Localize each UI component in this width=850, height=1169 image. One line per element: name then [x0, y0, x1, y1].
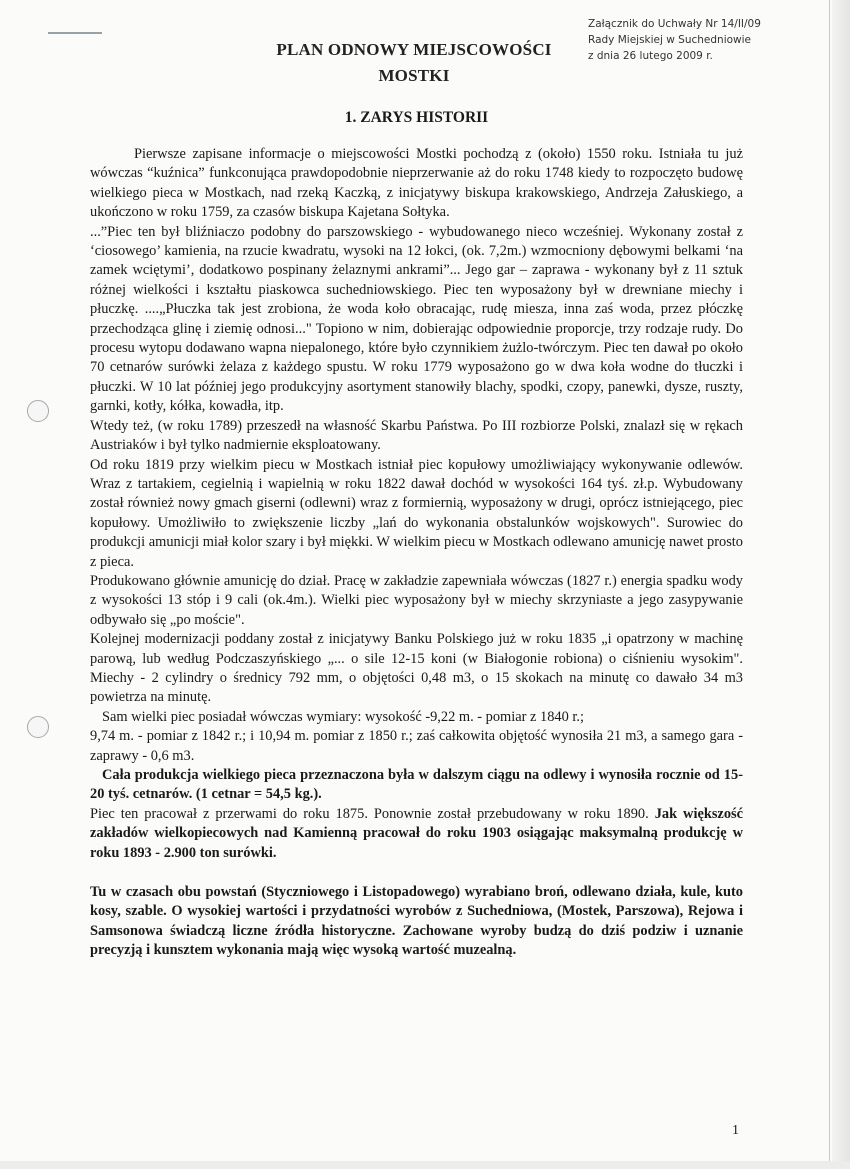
paragraph: Kolejnej modernizacji poddany został z inicjatywy Banku Polskiego już w roku 1835 „i opatrzony w machinę parową, lub według Podczaszyńskiego „... o sile 12-15 koni (w Białogonie robiona) o ciśnieniu wysokim". Miechy - 2 cylindry o średnicy 792 mm, o objętości 0,48 m3, o 15 skokach na minutę co dawało 34 m3 powietrza na minutę. — [90, 631, 743, 706]
scan-artifact-mark — [48, 32, 102, 34]
page-number: 1 — [732, 1123, 739, 1138]
annex-line: z dnia 26 lutego 2009 r. — [588, 50, 713, 62]
title-line: MOSTKI — [378, 66, 450, 85]
paragraph: Tu w czasach obu powstań (Styczniowego i Listopadowego) wyrabiano broń, odlewano działa, kule, kuto kosy, szable. O wysokiej wartości i przydatności wyrobów z Suchedniowa, (Mostek, Parszowa), Rejowa i Samsonowa świadczą liczne źródła historyczne. Zachowane wyroby budzą do dziś podziw i uznanie precyzją i kunsztem wykonania mają więc wysoką wartość muzealną. — [90, 884, 743, 959]
punch-hole-icon — [27, 400, 49, 422]
annex-line: Załącznik do Uchwały Nr 14/II/09 — [588, 18, 761, 30]
section-title: 1. ZARYS HISTORII — [344, 109, 489, 126]
scan-shadow-edge — [832, 0, 850, 1169]
paragraph: 9,74 m. - pomiar z 1842 r.; i 10,94 m. pomiar z 1850 r.; zaś całkowita objętość wynosiła 21 m3, a samego gara - zaprawy - 0,6 m3. — [90, 728, 743, 764]
paragraph: ...”Piec ten był bliźniaczo podobny do parszowskiego - wybudowanego nieco wcześniej. Wykonany został z ‘ciosowego’ kamienia, na rzucie kwadratu, wysoki na 12 łokci, (ok. 7,2m.) wzmocniony dębowymi belkami ‘na zamek wciętymi’, dodatkowo pospinany żelaznymi ankrami”... Jego gar – zaprawa - wykonany był z 11 sztuk różnej wielkości i kształtu piaskowca suchedniowskiego. Piec ten wyposażony był w drewniane miechy i płuczkę. ....„Płuczka tak jest zrobiona, że woda koło obracając, rudę miesza, inna zaś woda, przez płóczkę przechodząca glinę i ziemię odnosi..." Topiono w nim, dobierając odpowiednie proporcje, trzy rodzaje rudy. Do procesu wytopu dodawano wapna niepalonego, które było czynnikiem żużlo-twórczym. Piec ten dawał po około 70 cetnarów surówki żelaza z każdego spustu. W roku 1779 wyposażono go w dwa koła wodne do tłuczki i płuczki. W 10 lat później jego produkcyjny asortyment stanowiły blachy, spodki, czopy, panewki, dysze, ruszty, garnki, kotły, kółka, kowadła, itp. — [90, 223, 743, 415]
punch-hole-icon — [27, 716, 49, 738]
paragraph-normal-text: Piec ten pracował z przerwami do roku 1875. Ponownie został przebudowany w roku 1890. — [90, 805, 655, 822]
title-line: PLAN ODNOWY MIEJSCOWOŚCI — [276, 40, 552, 59]
paragraph: Produkowano głównie amunicję do dział. Pracę w zakładzie zapewniała wówczas (1827 r.) energia spadku wody z wysokości 13 stóp i 9 cali (ok.4m.). Wielki piec wyposażony był w miechy skrzyniaste a jego zasypywanie odbywało się „po moście". — [90, 572, 743, 628]
scan-bottom-edge — [0, 1161, 850, 1169]
paragraph-bold-text: Jak większość zakładów wielkopiecowych nad Kamienną pracował do roku 1903 osiągając maksymalną produkcję w roku 1893 - 2.900 ton surówki. — [90, 805, 743, 861]
paragraph — [90, 805, 743, 863]
annex-note — [588, 16, 828, 64]
paragraph: Sam wielki piec posiadał wówczas wymiary: wysokość -9,22 m. - pomiar z 1840 r.; — [102, 708, 584, 725]
paragraph: Od roku 1819 przy wielkim piecu w Mostkach istniał piec kopułowy umożliwiający wykonywanie odlewów. Wraz z tartakiem, cegielnią i wapielnią w roku 1822 dawał dochód w wysokości 164 tyś. zł.p. Wybudowany został również nowy gmach giserni (odlewni) wraz z formiernią, wyposażony w drugi, oprócz istniejącego, piec kopułowy. Umożliwiło to zwiększenie liczby „lań do wykonania obstalunków wojskowych". Surowiec do produkcji amunicji miał kolor szary i był miękki. W wielkim piecu w Mostkach odlewano amunicję nawet prosto z pieca. — [90, 456, 743, 570]
paragraph: Wtedy też, (w roku 1789) przeszedł na własność Skarbu Państwa. Po III rozbiorze Polski, znalazł się w rękach Austriaków i był tylko nadmiernie eksploatowany. — [90, 417, 743, 454]
paragraph: Pierwsze zapisane informacje o miejscowości Mostki pochodzą z (około) 1550 roku. Istniała tu już wówczas “kuźnica” funkconująca prawdopodobnie nieprzerwanie aż do roku 1748 kiedy to rozpoczęto budowę wielkiego pieca w Mostkach, nad rzeką Kaczką, z inicjatywy biskupa krakowskiego, Andrzeja Załuskiego, a ukończono w roku 1759, za czasów biskupa Kajetana Sołtyka. — [90, 146, 743, 221]
document-body — [90, 145, 743, 961]
paragraph: Cała produkcja wielkiego pieca przeznaczona była w dalszym ciągu na odlewy i wynosiła rocznie od 15-20 tyś. cetnarów. (1 cetnar = 54,5 kg.). — [90, 767, 743, 803]
scan-edge-line — [829, 0, 830, 1169]
annex-line: Rady Miejskiej w Suchedniowie — [588, 34, 752, 46]
document-title — [238, 37, 590, 89]
